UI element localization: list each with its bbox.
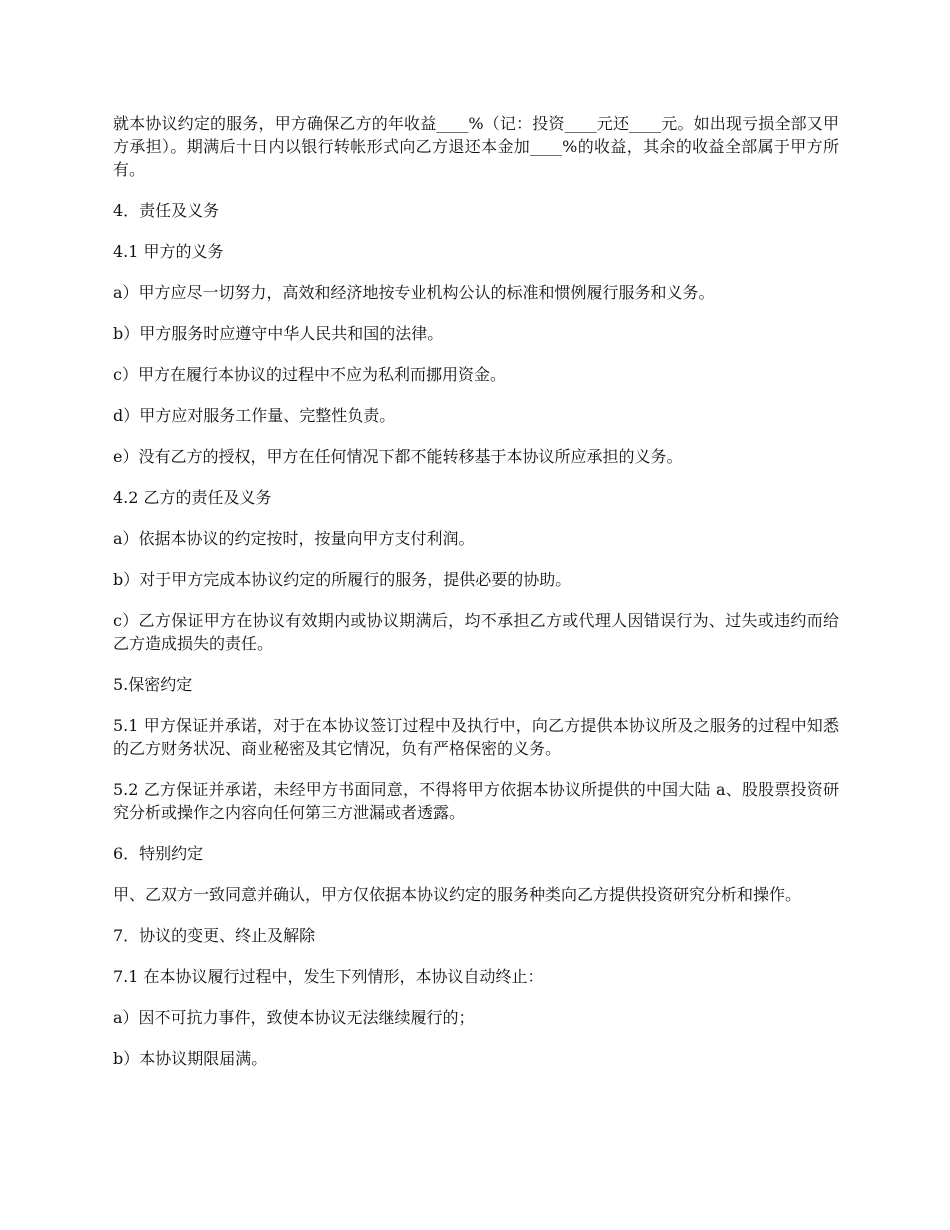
- subsection-heading-4-1: 4.1 甲方的义务: [113, 242, 224, 261]
- clause-5-2: 5.2 乙方保证并承诺，未经甲方书面同意，不得将甲方依据本协议所提供的中国大陆 a、股股票投资研究分析或操作之内容向任何第三方泄漏或者透露。: [113, 780, 839, 822]
- clause-4-1-c: c）甲方在履行本协议的过程中不应为私利而挪用资金。: [113, 365, 506, 384]
- clause-7-1: 7.1 在本协议履行过程中，发生下列情形，本协议自动终止：: [113, 967, 544, 986]
- section-heading-7: 7．协议的变更、终止及解除: [113, 926, 316, 945]
- clause-4-1-d: d）甲方应对服务工作量、完整性负责。: [113, 406, 396, 425]
- section-heading-6: 6．特别约定: [113, 844, 204, 863]
- clause-5-1: 5.1 甲方保证并承诺，对于在本协议签订过程中及执行中，向乙方提供本协议所及之服务的过程中知悉的乙方财务状况、商业秘密及其它情况，负有严格保密的义务。: [113, 716, 839, 758]
- clause-4-2-c: c）乙方保证甲方在协议有效期内或协议期满后，均不承担乙方或代理人因错误行为、过失或违约而给乙方造成损失的责任。: [113, 611, 839, 653]
- clause-6-text: 甲、乙双方一致同意并确认，甲方仅依据本协议约定的服务种类向乙方提供投资研究分析和操作。: [113, 885, 802, 904]
- clause-4-1-a: a）甲方应尽一切努力，高效和经济地按专业机构公认的标准和惯例履行服务和义务。: [113, 283, 715, 302]
- paragraph-return-terms: 就本协议约定的服务，甲方确保乙方的年收益____%（记：投资____元还____元。如出现亏损全部又甲方承担）。期满后十日内以银行转帐形式向乙方退还本金加____%的收益，其余的收益全部属于甲方所有。: [113, 114, 839, 179]
- clause-4-1-b: b）甲方服务时应遵守中华人民共和国的法律。: [113, 324, 444, 343]
- clause-7-1-a: a）因不可抗力事件，致使本协议无法继续履行的；: [113, 1008, 475, 1027]
- clause-4-2-b: b）对于甲方完成本协议约定的所履行的服务，提供必要的协助。: [113, 570, 572, 589]
- clause-4-2-a: a）依据本协议的约定按时，按量向甲方支付利润。: [113, 529, 475, 548]
- document-page: [113, 112, 839, 1088]
- subsection-heading-4-2: 4.2 乙方的责任及义务: [113, 488, 272, 507]
- section-heading-5: 5.保密约定: [113, 675, 193, 694]
- clause-7-1-b: b）本协议期限届满。: [113, 1049, 268, 1068]
- section-heading-4: 4．责任及义务: [113, 201, 220, 220]
- clause-4-1-e: e）没有乙方的授权，甲方在任何情况下都不能转移基于本协议所应承担的义务。: [113, 447, 683, 466]
